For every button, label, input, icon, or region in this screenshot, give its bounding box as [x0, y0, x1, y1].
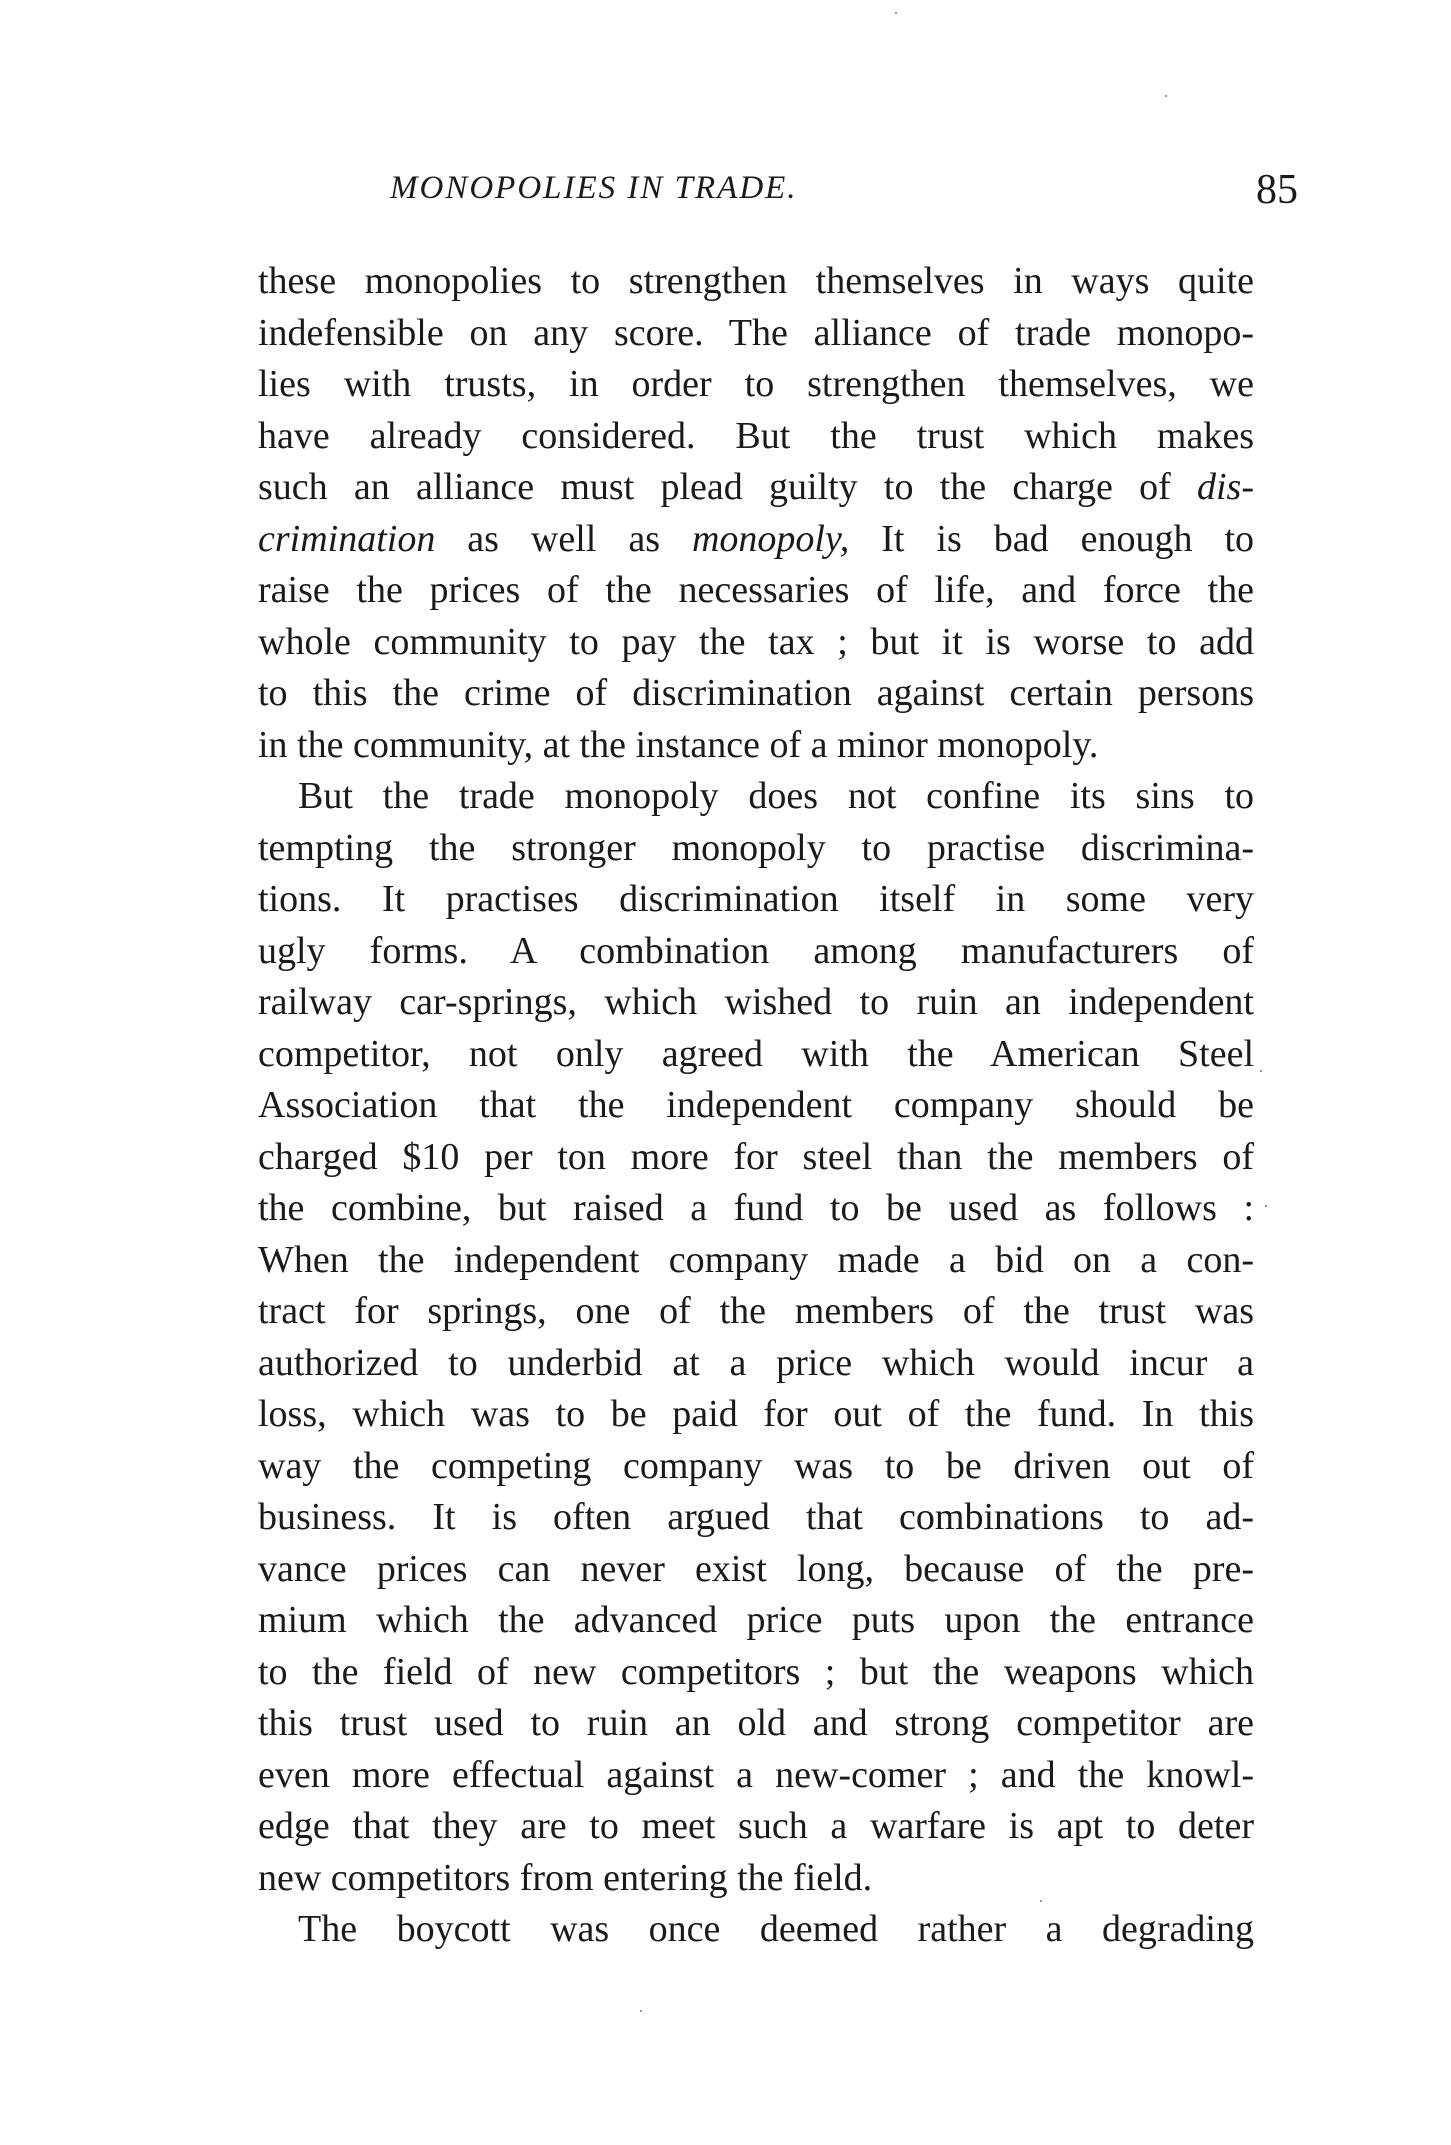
text-line [258, 1132, 1254, 1184]
text-segment: vance prices can never exist long, because of the pre- [258, 1547, 1254, 1590]
text-line [258, 1080, 1254, 1132]
text-segment: When the independent company made a bid on a con- [258, 1238, 1254, 1281]
text-line [258, 308, 1254, 360]
text-line [258, 1286, 1254, 1338]
text-line [258, 1750, 1254, 1802]
text-line [258, 1904, 1254, 1956]
text-segment: have already considered. But the trust which makes [258, 414, 1254, 457]
text-line [258, 1544, 1254, 1596]
italic-text: dis- [1197, 466, 1254, 508]
text-line [258, 771, 1254, 823]
text-segment: loss, which was to be paid for out of the fund. In this [258, 1393, 1254, 1435]
text-segment: indefensible on any score. The alliance of trade monopo- [258, 311, 1254, 354]
running-title: MONOPOLIES IN TRADE. [390, 170, 798, 206]
text-segment: way the competing company was to be driven out of [258, 1444, 1254, 1487]
text-segment: tract for springs, one of the members of the trust was [258, 1290, 1254, 1332]
text-segment: competitor, not only agreed with the American Steel [258, 1032, 1254, 1075]
text-line [258, 668, 1254, 720]
text-line [258, 1338, 1254, 1390]
text-line [258, 1853, 1254, 1905]
scan-speck [895, 12, 897, 14]
italic-text: crimination [258, 517, 436, 560]
text-segment: the combine, but raised a fund to be used as follows : [258, 1187, 1254, 1229]
text-line [258, 462, 1254, 514]
text-line [258, 359, 1254, 411]
italic-text: monopoly, [691, 517, 850, 560]
text-line [258, 1492, 1254, 1544]
text-segment: business. It is often argued that combinations to ad- [258, 1496, 1254, 1538]
text-segment: mium which the advanced price puts upon the entrance [258, 1599, 1254, 1641]
body-text [258, 256, 1254, 1956]
text-segment: tions. It practises discrimination itself in some very [258, 878, 1254, 920]
scan-speck [1040, 1900, 1042, 1902]
text-line [258, 411, 1254, 463]
text-segment: But the trade monopoly does not confine its sins to [298, 775, 1254, 817]
running-head [258, 160, 1298, 216]
text-segment: such an alliance must plead guilty to the charge of [258, 466, 1197, 508]
scan-speck [1260, 1070, 1262, 1072]
text-line [258, 1647, 1254, 1699]
text-segment: charged $10 per ton more for steel than the members of [258, 1135, 1254, 1178]
text-segment: as well as [435, 517, 692, 560]
text-line [258, 977, 1254, 1029]
text-segment: to the field of new competitors ; but the weapons which [258, 1650, 1254, 1693]
text-line [258, 1183, 1254, 1235]
text-segment: tempting the stronger monopoly to practise discrimina- [258, 826, 1254, 869]
text-line [258, 1029, 1254, 1081]
text-line [258, 926, 1254, 978]
text-line [258, 1235, 1254, 1287]
text-segment: railway car-springs, which wished to ruin an independent [258, 981, 1254, 1023]
text-line [258, 1595, 1254, 1647]
text-line [258, 874, 1254, 926]
text-line [258, 1389, 1254, 1441]
text-segment: these monopolies to strengthen themselves in ways quite [258, 260, 1254, 302]
text-line [258, 1801, 1254, 1853]
text-segment: Association that the independent company should be [258, 1084, 1254, 1126]
page-number: 85 [1256, 167, 1298, 213]
text-segment: this trust used to ruin an old and strong competitor are [258, 1702, 1254, 1744]
text-segment: raise the prices of the necessaries of life, and force the [258, 569, 1254, 611]
text-line [258, 720, 1254, 772]
text-segment: whole community to pay the tax ; but it is worse to add [258, 620, 1254, 663]
text-segment: authorized to underbid at a price which would incur a [258, 1341, 1254, 1384]
scan-speck [1165, 95, 1167, 97]
text-segment: lies with trusts, in order to strengthen themselves, we [258, 363, 1254, 405]
text-segment: to this the crime of discrimination against certain persons [258, 672, 1254, 714]
text-line [258, 823, 1254, 875]
text-segment: edge that they are to meet such a warfare is apt to deter [258, 1805, 1254, 1847]
text-segment: The boycott was once deemed rather a degrading [298, 1908, 1254, 1950]
text-segment: It is bad enough to [849, 517, 1255, 560]
text-segment: new competitors from entering the field. [258, 1856, 873, 1899]
text-line [258, 617, 1254, 669]
text-line [258, 256, 1254, 308]
scan-speck [1265, 1205, 1267, 1207]
text-line [258, 1698, 1254, 1750]
text-line [258, 514, 1254, 566]
text-segment: even more effectual against a new-comer ; and the knowl- [258, 1753, 1254, 1796]
scan-speck [640, 2010, 642, 2012]
text-segment: ugly forms. A combination among manufacturers of [258, 929, 1254, 972]
text-line [258, 1441, 1254, 1493]
text-line [258, 565, 1254, 617]
text-segment: in the community, at the instance of a minor monopoly. [258, 723, 1099, 766]
